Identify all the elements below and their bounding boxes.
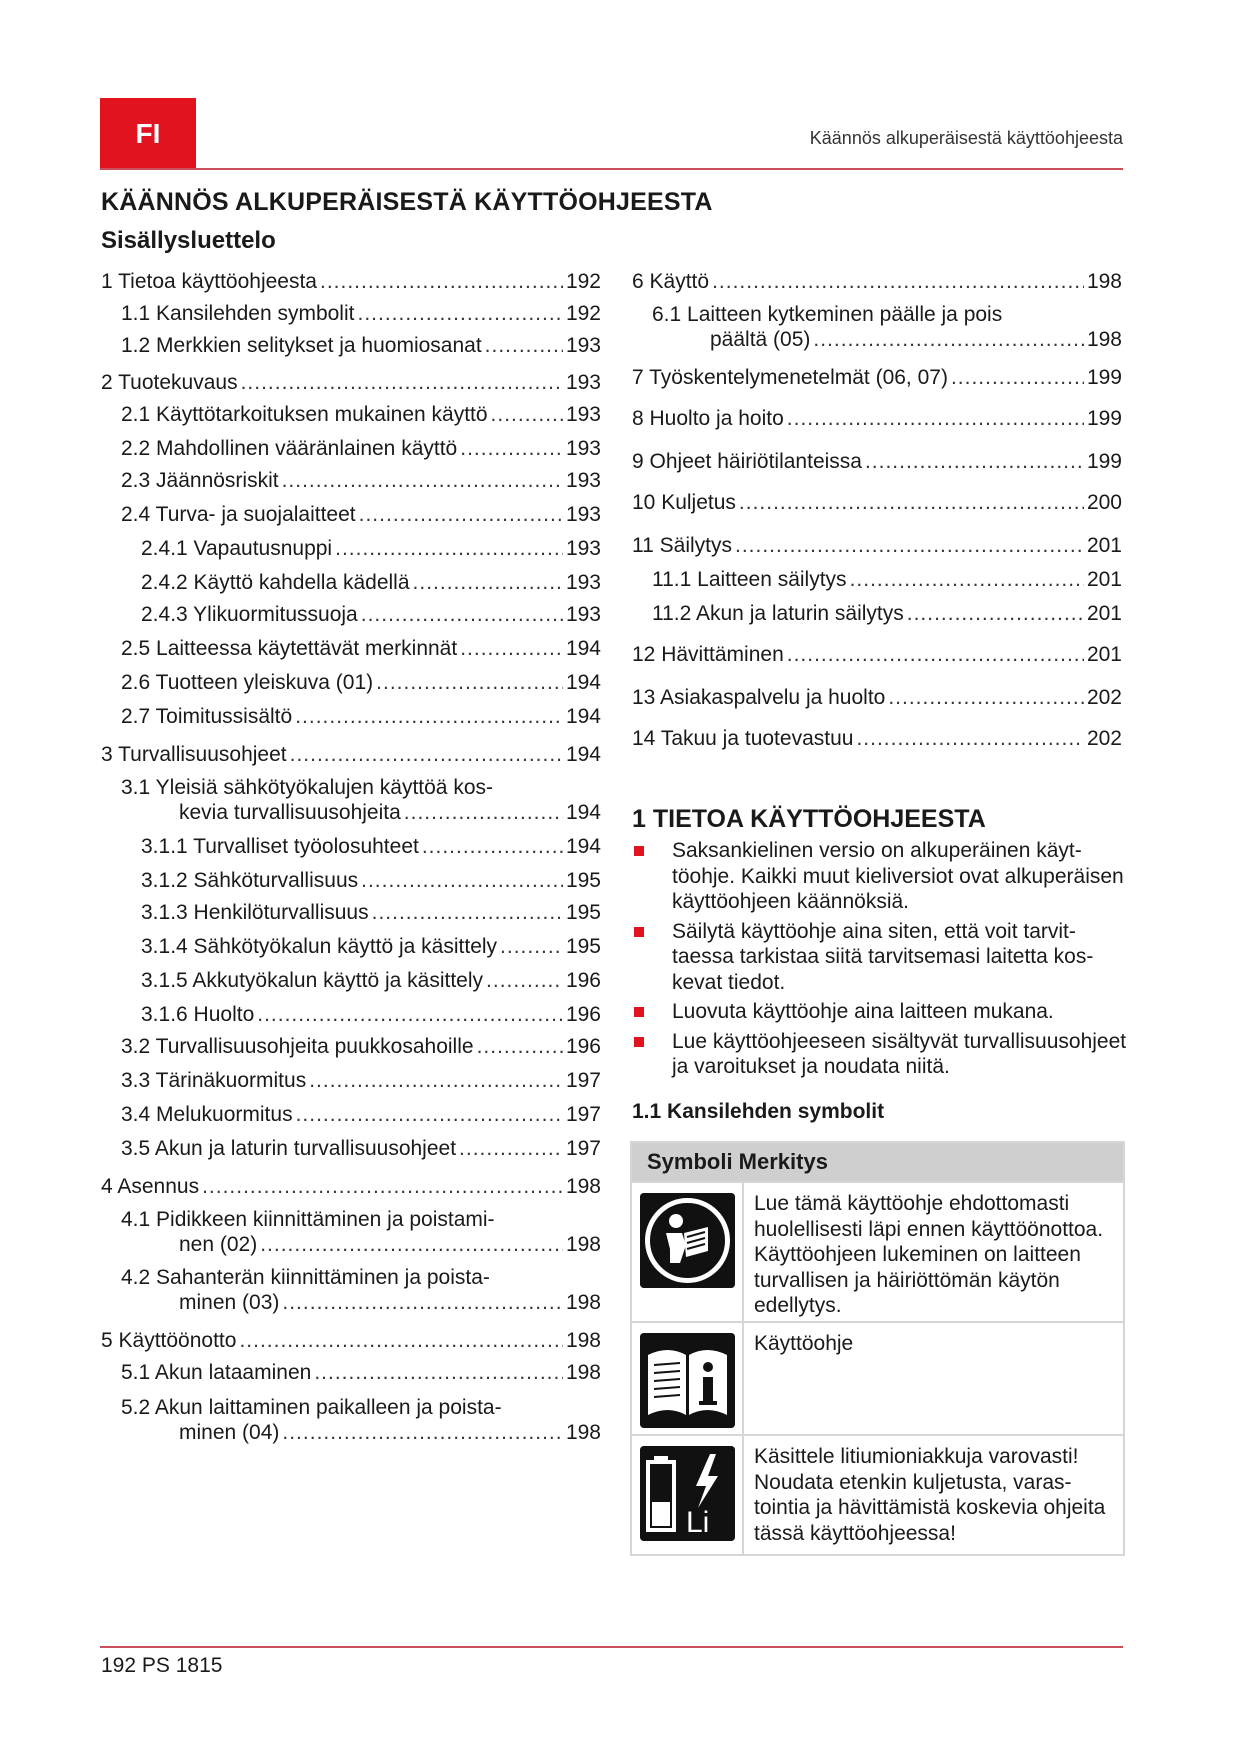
- toc-entry[interactable]: 2.1 Käyttötarkoituksen mukainen käyttö ..... 193: [121, 403, 601, 427]
- toc-right-column: [632, 270, 1122, 751]
- language-tab: FI: [100, 98, 196, 170]
- symbol-description: Lue tämä käyttöohje ehdottomasti huolellisesti läpi ennen käyttöönottoa. Käyttöohjeen lukeminen on laitteen turvallisen ja häiriöttömän käytön edellytys.: [754, 1192, 1104, 1317]
- toc-entry[interactable]: 3.1.6 Huolto ..... 196: [141, 1003, 601, 1027]
- manual-info-icon: [640, 1333, 735, 1428]
- toc-entry[interactable]: 2.3 Jäännösriskit ..... 193: [121, 469, 601, 493]
- battery-label: Li: [686, 1506, 710, 1539]
- table-header: Symboli Merkitys: [632, 1143, 1123, 1181]
- toc-left-column: [101, 270, 601, 1445]
- table-row: [632, 1181, 1123, 1321]
- toc-entry[interactable]: 13 Asiakaspalvelu ja huolto ..... 202: [632, 686, 1122, 710]
- section-heading: 1 TIETOA KÄYTTÖOHJEESTA: [632, 805, 986, 833]
- toc-entry[interactable]: 3.2 Turvallisuusohjeita puukkosahoille ..... 196: [121, 1035, 601, 1059]
- toc-entry[interactable]: 3.1.4 Sähkötyökalun käyttö ja käsittely ..... 195: [141, 935, 601, 959]
- symbol-description: Käyttöohje: [754, 1332, 854, 1355]
- toc-entry[interactable]: 4 Asennus ..... 198: [101, 1175, 601, 1199]
- footer-page-info: 192 PS 1815: [101, 1654, 223, 1677]
- toc-entry[interactable]: 2.6 Tuotteen yleiskuva (01) ..... 194: [121, 671, 601, 695]
- toc-entry[interactable]: 8 Huolto ja hoito ..... 199: [632, 407, 1122, 431]
- toc-entry[interactable]: 2.4.3 Ylikuormitussuoja ..... 193: [141, 603, 601, 627]
- toc-entry[interactable]: 3.3 Tärinäkuormitus ..... 197: [121, 1069, 601, 1093]
- toc-entry[interactable]: 3.1.5 Akkutyökalun käyttö ja käsittely ..... 196: [141, 969, 601, 993]
- toc-entry[interactable]: 3.4 Melukuormitus ..... 197: [121, 1103, 601, 1127]
- toc-entry[interactable]: 12 Hävittäminen ..... 201: [632, 643, 1122, 667]
- bullet-item: Luovuta käyttöohje aina laitteen mukana.: [632, 999, 1127, 1025]
- toc-entry[interactable]: 2.5 Laitteessa käytettävät merkinnät ..... 194: [121, 637, 601, 661]
- toc-entry[interactable]: 2 Tuotekuvaus ..... 193: [101, 371, 601, 395]
- symbol-table: [630, 1141, 1125, 1556]
- toc-entry[interactable]: 1.2 Merkkien selitykset ja huomiosanat ..... 193: [121, 334, 601, 358]
- bullet-item: Saksankielinen versio on alkuperäinen käyttöohje. Kaikki muut kieliversiot ovat alkuperäisen käyttöohjeen käännöksiä.: [632, 838, 1127, 915]
- toc-entry[interactable]: 2.4.1 Vapautusnuppi ..... 193: [141, 537, 601, 561]
- header-title: Käännös alkuperäisestä käyttöohjeesta: [809, 128, 1123, 148]
- table-row: [632, 1321, 1123, 1434]
- subsection-heading: 1.1 Kansilehden symbolit: [632, 1100, 885, 1123]
- toc-entry[interactable]: 1 Tietoa käyttöohjeesta ..... 192: [101, 270, 601, 294]
- toc-entry[interactable]: 5.1 Akun lataaminen ..... 198: [121, 1361, 601, 1385]
- toc-entry[interactable]: 9 Ohjeet häiriötilanteissa ..... 199: [632, 450, 1122, 474]
- bullet-list: [632, 838, 1127, 1084]
- read-manual-icon: [640, 1193, 735, 1288]
- toc-entry[interactable]: 3 Turvallisuusohjeet ..... 194: [101, 743, 601, 767]
- toc-entry[interactable]: 3.1.3 Henkilöturvallisuus ..... 195: [141, 901, 601, 925]
- symbol-description: Käsittele litiumioniakkuja varovasti! Noudata etenkin kuljetusta, varastointia ja hävittämistä koskevia ohjeita tässä käyttöohjeessa!: [754, 1445, 1106, 1545]
- toc-entry[interactable]: 2.4 Turva- ja suojalaitteet ..... 193: [121, 503, 601, 527]
- toc-title: Sisällysluettelo: [101, 227, 276, 254]
- toc-entry[interactable]: 4.1 Pidikkeen kiinnittäminen ja poistami- nen (02) ..... 198: [121, 1207, 601, 1257]
- toc-entry[interactable]: 1.1 Kansilehden symbolit ..... 192: [121, 302, 601, 326]
- table-row: [632, 1434, 1123, 1554]
- toc-entry[interactable]: 6.1 Laitteen kytkeminen päälle ja pois päältä (05) ..... 198: [652, 302, 1122, 352]
- toc-entry[interactable]: 2.4.2 Käyttö kahdella kädellä ..... 193: [141, 571, 601, 595]
- bullet-item: Lue käyttöohjeeseen sisältyvät turvallisuusohjeet ja varoitukset ja noudata niitä.: [632, 1029, 1127, 1080]
- bullet-item: Säilytä käyttöohje aina siten, että voit tarvittaessa tarkistaa siitä tarvitsemasi laitetta koskevat tiedot.: [632, 919, 1127, 996]
- toc-entry[interactable]: 3.5 Akun ja laturin turvallisuusohjeet ..... 197: [121, 1137, 601, 1161]
- toc-entry[interactable]: 14 Takuu ja tuotevastuu ..... 202: [632, 727, 1122, 751]
- toc-entry[interactable]: 2.2 Mahdollinen vääränlainen käyttö ..... 193: [121, 437, 601, 461]
- toc-entry[interactable]: 4.2 Sahanterän kiinnittäminen ja poista- minen (03) ..... 198: [121, 1265, 601, 1315]
- toc-entry[interactable]: 11.2 Akun ja laturin säilytys ..... 201: [652, 602, 1122, 626]
- toc-entry[interactable]: 5.2 Akun laittaminen paikalleen ja poista- minen (04) ..... 198: [121, 1395, 601, 1445]
- page-title: KÄÄNNÖS ALKUPERÄISESTÄ KÄYTTÖOHJEESTA: [101, 188, 713, 216]
- toc-entry[interactable]: 2.7 Toimitussisältö ..... 194: [121, 705, 601, 729]
- toc-entry[interactable]: 5 Käyttöönotto ..... 198: [101, 1329, 601, 1353]
- lithium-battery-icon: [640, 1446, 735, 1541]
- toc-entry[interactable]: 3.1.1 Turvalliset työolosuhteet ..... 194: [141, 835, 601, 859]
- toc-entry[interactable]: 10 Kuljetus ..... 200: [632, 491, 1122, 515]
- toc-entry[interactable]: 7 Työskentelymenetelmät (06, 07) ..... 199: [632, 366, 1122, 390]
- footer-rule: [100, 1646, 1123, 1648]
- toc-entry[interactable]: 3.1 Yleisiä sähkötyökalujen käyttöä kos- kevia turvallisuusohjeita ..... 194: [121, 775, 601, 825]
- toc-entry[interactable]: 6 Käyttö ..... 198: [632, 270, 1122, 294]
- header-rule: [100, 168, 1123, 170]
- toc-entry[interactable]: 11.1 Laitteen säilytys ..... 201: [652, 568, 1122, 592]
- toc-entry[interactable]: 3.1.2 Sähköturvallisuus ..... 195: [141, 869, 601, 893]
- toc-entry[interactable]: 11 Säilytys ..... 201: [632, 534, 1122, 558]
